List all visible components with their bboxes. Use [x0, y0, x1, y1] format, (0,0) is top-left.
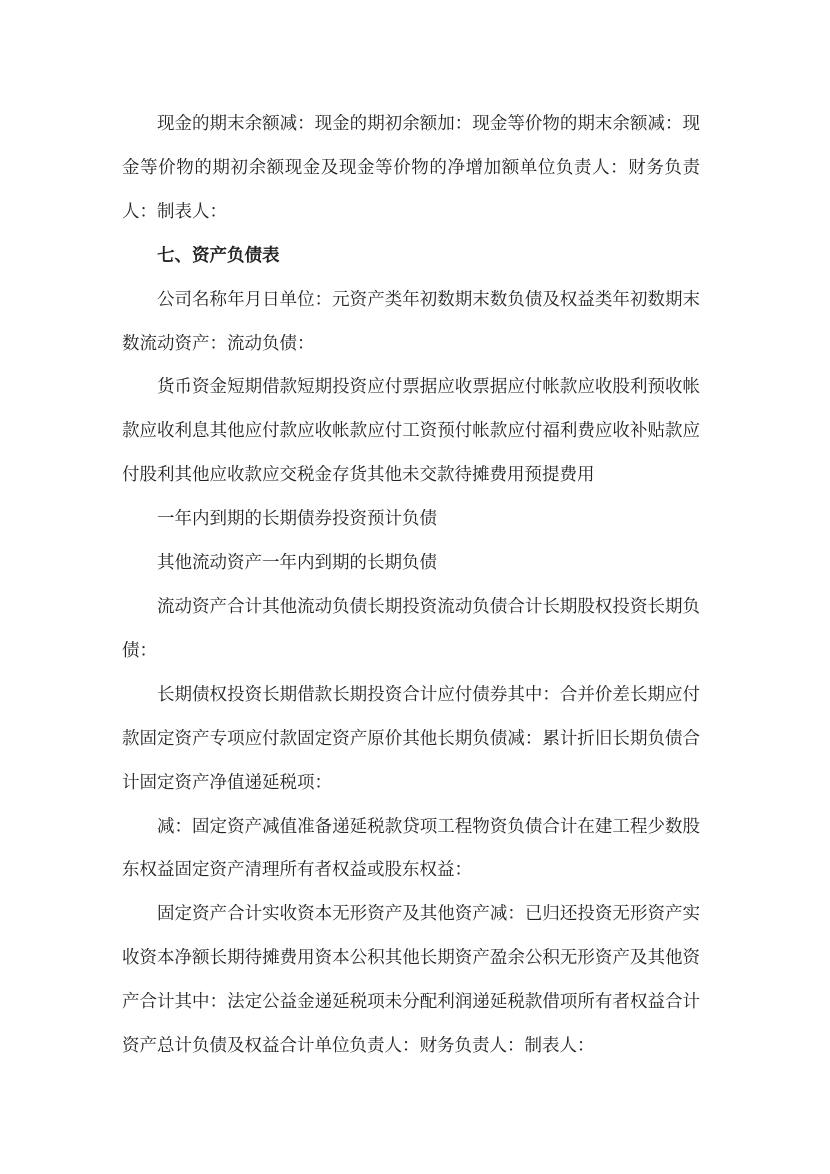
- paragraph-other-current: 其他流动资产一年内到期的长期负债: [157, 553, 437, 574]
- paragraph-impairment: 减：固定资产减值准备递延税款贷项工程物资负债合计在建工程少数股东权益固定资产清理所有者权益或股东权益：: [122, 816, 700, 881]
- paragraph-current-items: 货币资金短期借款短期投资应付票据应收票据应付帐款应收股利预收帐款应收利息其他应付款应收帐款应付工资预付帐款应付福利费应收补贴款应付股利其他应收款应交税金存货其他未交款待摊费用预提费用: [122, 377, 700, 486]
- section-heading-balance-sheet: 七、资产负债表: [157, 245, 280, 266]
- document-page: [122, 103, 700, 1069]
- paragraph-fixed-assets-total: 固定资产合计实收资本无形资产及其他资产减：已归还投资无形资产实收资本净额长期待摊费用资本公积其他长期资产盈余公积无形资产及其他资产合计其中：法定公益金递延税项未分配利润递延税款借项所有者权益合计资产总计负债及权益合计单位负责人：财务负责人：制表人：: [122, 904, 700, 1057]
- paragraph-one-year: 一年内到期的长期债券投资预计负债: [157, 509, 437, 530]
- paragraph-long-term: 长期债权投资长期借款长期投资合计应付债券其中：合并价差长期应付款固定资产专项应付款固定资产原价其他长期负债减：累计折旧长期负债合计固定资产净值递延税项：: [122, 684, 700, 793]
- paragraph-header-info: 公司名称年月日单位：元资产类年初数期末数负债及权益类年初数期末数流动资产：流动负债：: [122, 289, 700, 354]
- paragraph-cash-summary: 现金的期末余额减：现金的期初余额加：现金等价物的期末余额减：现金等价物的期初余额现金及现金等价物的净增加额单位负责人：财务负责人：制表人：: [122, 114, 700, 222]
- paragraph-current-totals: 流动资产合计其他流动负债长期投资流动负债合计长期股权投资长期负债：: [122, 596, 700, 661]
